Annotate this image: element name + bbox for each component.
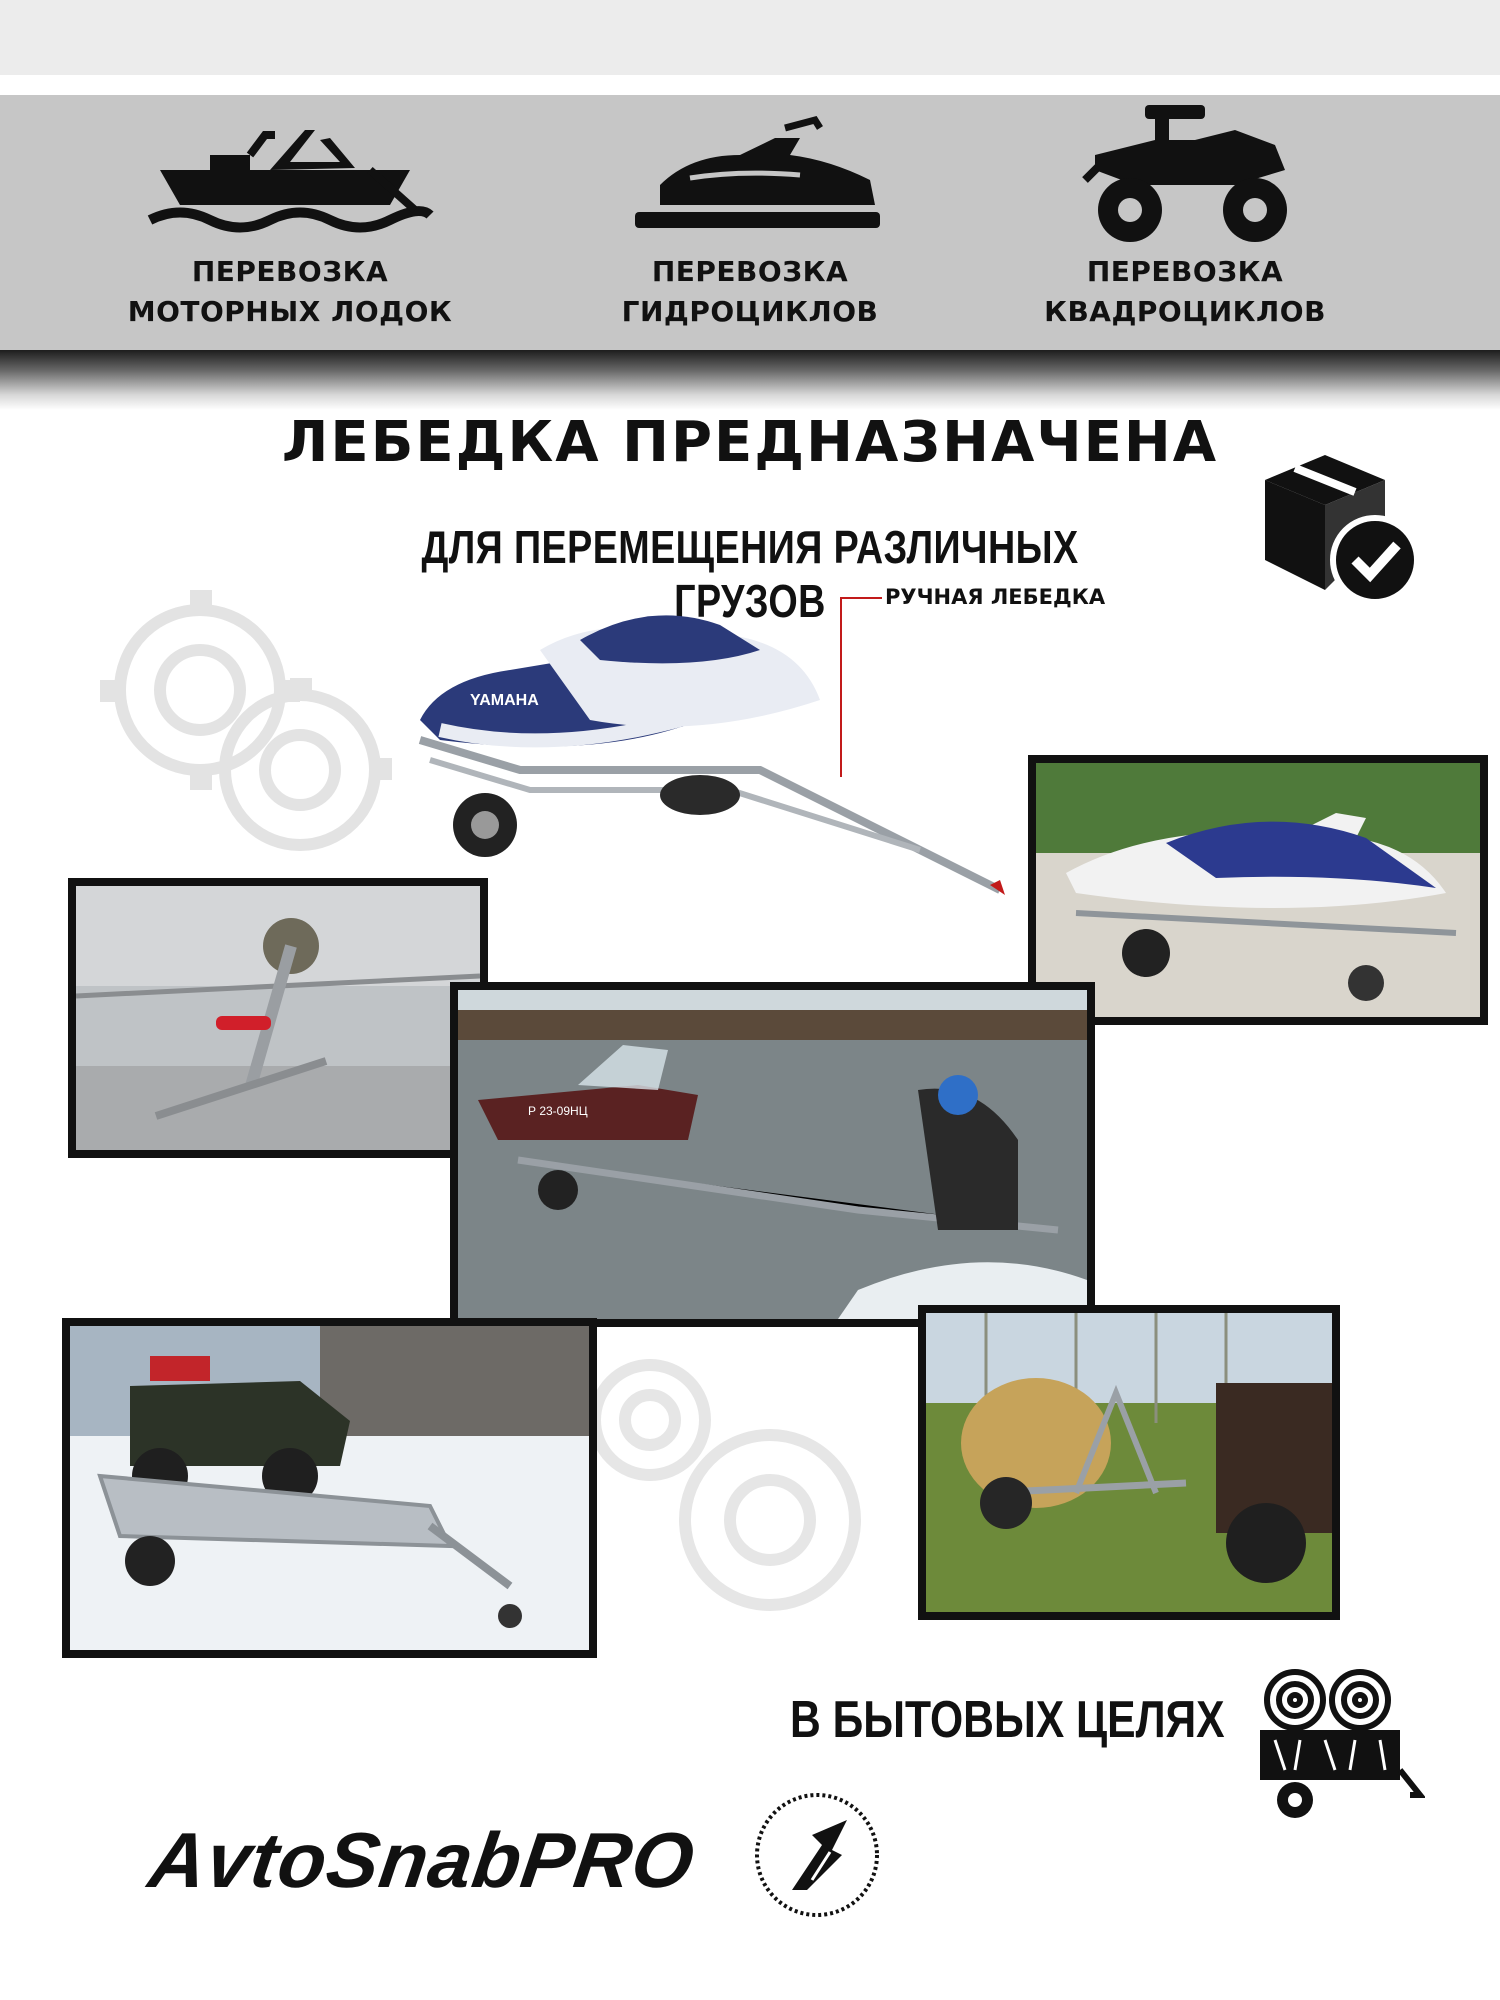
category-atvs	[975, 100, 1395, 330]
hero-jetski-trailer-image	[400, 590, 1020, 910]
category-label-line2: КВАДРОЦИКЛОВ	[1044, 295, 1326, 328]
top-band	[0, 0, 1500, 75]
winch-callout: РУЧНАЯ ЛЕБЕДКА	[885, 585, 1106, 609]
page-headline: ЛЕБЕДКА ПРЕДНАЗНАЧЕНА	[281, 410, 1219, 475]
callout-line	[840, 597, 842, 777]
box-check-icon	[1255, 440, 1425, 610]
jetski-icon	[600, 100, 900, 250]
brand-logo-text: AvtoSnabPRO	[143, 1816, 701, 1904]
category-label-line1: ПЕРЕВОЗКА	[1086, 255, 1284, 288]
category-label-line1: ПЕРЕВОЗКА	[191, 255, 389, 288]
category-label-line2: МОТОРНЫХ ЛОДОК	[127, 295, 453, 328]
atv-icon	[1035, 100, 1335, 250]
photo-jetski-trailer	[1028, 755, 1488, 1025]
brand-road-icon	[752, 1790, 882, 1920]
photo-boat-launch	[450, 982, 1095, 1327]
category-label-line1: ПЕРЕВОЗКА	[651, 255, 849, 288]
gears-decoration-icon	[590, 1340, 910, 1640]
category-jetskis	[540, 100, 960, 330]
hay-trailer-icon	[1255, 1660, 1425, 1830]
photo-hay-bale	[918, 1305, 1340, 1620]
banner-shadow	[0, 350, 1500, 410]
household-label: В БЫТОВЫХ ЦЕЛЯХ	[790, 1691, 1225, 1749]
jetski-brand-label: YAMAHA	[470, 692, 539, 709]
boat-registration: Р 23-09НЦ	[528, 1104, 588, 1118]
gears-decoration-icon	[70, 560, 410, 880]
photo-winch-closeup	[68, 878, 488, 1158]
page-subline: ДЛЯ ПЕРЕМЕЩЕНИЯ РАЗЛИЧНЫХ ГРУЗОВ	[421, 521, 1079, 627]
category-label-line2: ГИДРОЦИКЛОВ	[621, 295, 879, 328]
callout-line	[840, 597, 882, 599]
category-motorboats	[80, 100, 500, 330]
photo-atv-snow	[62, 1318, 597, 1658]
motorboat-icon	[140, 100, 440, 250]
